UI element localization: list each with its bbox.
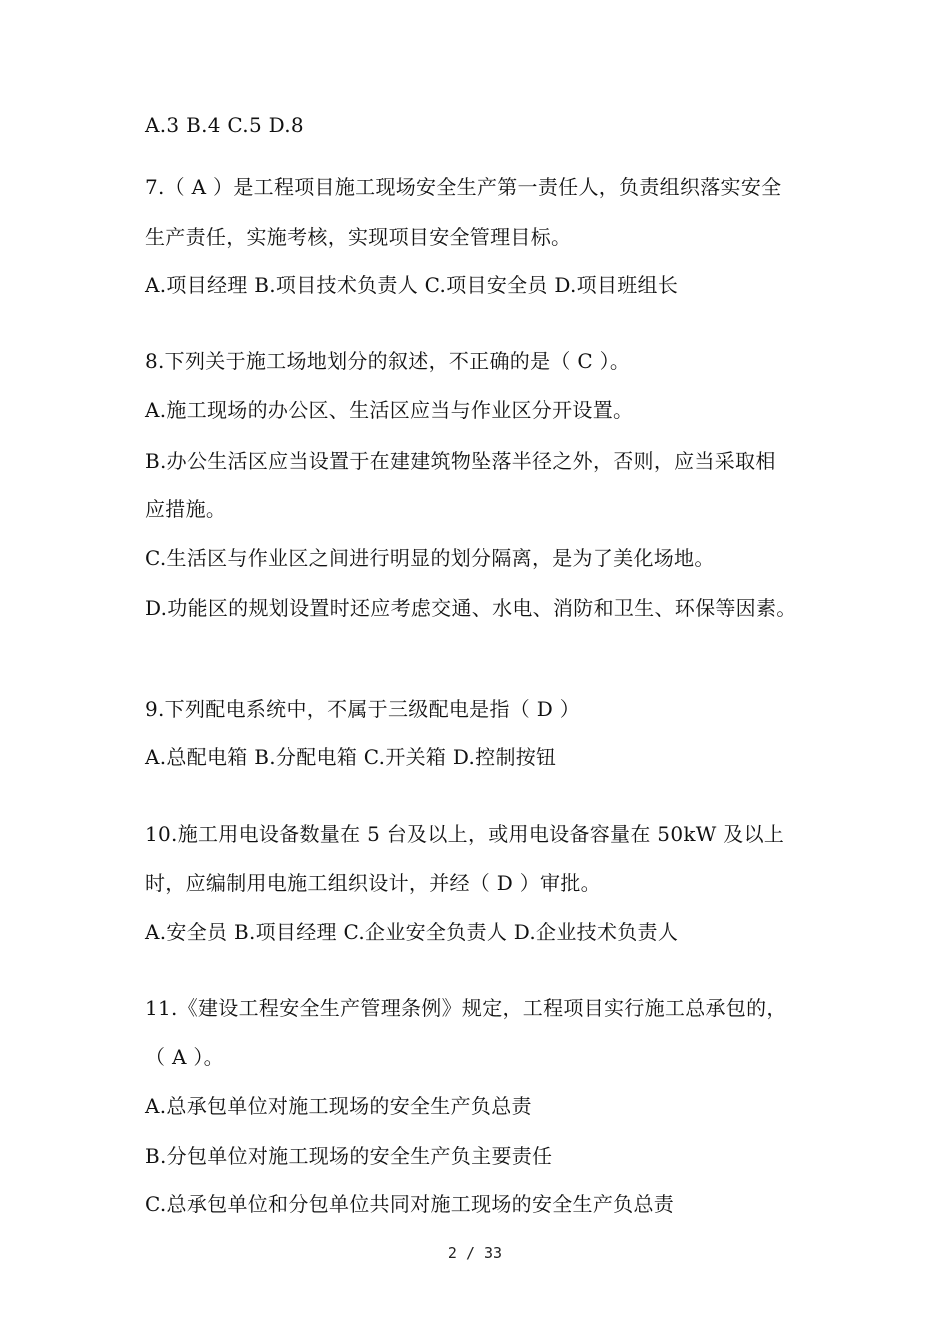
q11-option-b: B.分包单位对施工现场的安全生产负主要责任 [145, 1144, 553, 1168]
q10-options: A.安全员 B.项目经理 C.企业安全负责人 D.企业技术负责人 [145, 920, 679, 944]
q7-options: A.项目经理 B.项目技术负责人 C.项目安全员 D.项目班组长 [145, 273, 679, 297]
q11-stem-line1: 11.《建设工程安全生产管理条例》规定，工程项目实行施工总承包的， [145, 996, 787, 1020]
q9-options: A.总配电箱 B.分配电箱 C.开关箱 D.控制按钮 [145, 745, 557, 769]
q7-stem-line1: 7.（ A ）是工程项目施工现场安全生产第一责任人，负责组织落实安全 [145, 175, 782, 199]
q11-option-c: C.总承包单位和分包单位共同对施工现场的安全生产负总责 [145, 1192, 675, 1216]
q8-stem: 8.下列关于施工场地划分的叙述，不正确的是（ C ）。 [145, 349, 631, 373]
q11-stem-line2: （ A ）。 [145, 1045, 224, 1069]
q7-stem-line2: 生产责任，实施考核，实现项目安全管理目标。 [145, 225, 572, 249]
q8-option-b-line2: 应措施。 [145, 497, 227, 521]
q8-option-c: C.生活区与作业区之间进行明显的划分隔离，是为了美化场地。 [145, 546, 715, 570]
q6-options: A.3 B.4 C.5 D.8 [145, 113, 304, 137]
q8-option-d: D.功能区的规划设置时还应考虑交通、水电、消防和卫生、环保等因素。 [145, 596, 797, 620]
q9-stem: 9.下列配电系统中，不属于三级配电是指（ D ） [145, 697, 581, 721]
page-number: 2 / 33 [447, 1244, 503, 1262]
q8-option-b-line1: B.办公生活区应当设置于在建建筑物坠落半径之外，否则，应当采取相 [145, 449, 776, 473]
q8-option-a: A.施工现场的办公区、生活区应当与作业区分开设置。 [145, 398, 634, 422]
q10-stem-line2: 时，应编制用电施工组织设计，并经（ D ）审批。 [145, 871, 601, 895]
q11-option-a: A.总承包单位对施工现场的安全生产负总责 [145, 1094, 532, 1118]
q10-stem-line1: 10.施工用电设备数量在 5 台及以上，或用电设备容量在 50kW 及以上 [145, 822, 785, 846]
